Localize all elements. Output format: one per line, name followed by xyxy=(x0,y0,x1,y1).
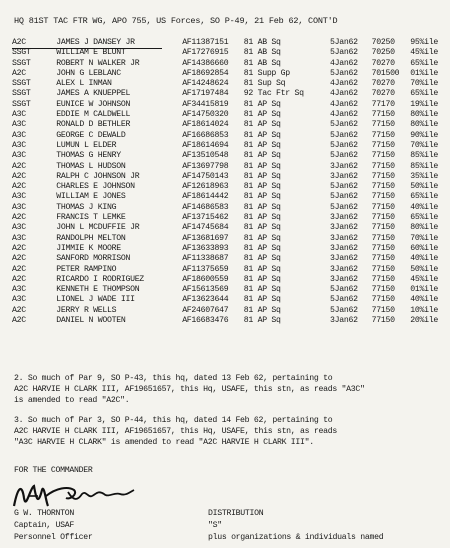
grade-cell: A2C xyxy=(12,264,26,274)
organization-cell: 81 AB Sq xyxy=(243,58,281,68)
date-cell: 4Jan62 xyxy=(330,89,358,99)
grade-cell: SSGT xyxy=(12,48,31,58)
organization-cell: 81 AP Sq xyxy=(243,202,281,212)
grade-cell: A2C xyxy=(12,213,26,223)
service-number-cell: AF15613569 xyxy=(182,285,229,295)
afsc-cell: 77150 xyxy=(371,305,395,315)
organization-cell: 81 AP Sq xyxy=(243,233,281,243)
paragraph-3-line: "A3C HARVIE H CLARK" is amended to read "A2C HARVIE H CLARK III". xyxy=(14,438,314,447)
organization-cell: 81 AP Sq xyxy=(243,316,281,326)
date-cell: 4Jan62 xyxy=(330,79,358,89)
roster-row xyxy=(12,89,450,99)
service-number-cell: AF18614024 xyxy=(182,120,229,130)
organization-cell: 81 AP Sq xyxy=(243,140,281,150)
afsc-cell: 77170 xyxy=(371,99,395,109)
organization-cell: 81 Supp Gp xyxy=(243,68,290,78)
service-number-cell: AF13681697 xyxy=(182,233,229,243)
afsc-cell: 77150 xyxy=(371,316,395,326)
roster-row xyxy=(12,203,450,213)
percentile-cell: 19%ile xyxy=(410,99,438,109)
roster-row xyxy=(12,316,450,326)
date-cell: 4Jan62 xyxy=(330,58,358,68)
grade-cell: A3C xyxy=(12,151,26,161)
grade-cell: A3C xyxy=(12,120,26,130)
grade-cell: A2C xyxy=(12,68,26,78)
member-name-cell: LIONEL J WADE III xyxy=(56,295,135,305)
date-cell: 5Jan62 xyxy=(330,305,358,315)
date-cell: 5Jan62 xyxy=(330,285,358,295)
grade-cell: A2C xyxy=(12,305,26,315)
service-number-cell: AF18600559 xyxy=(182,274,229,284)
service-number-cell: AF18614694 xyxy=(182,140,229,150)
percentile-cell: 45%ile xyxy=(410,274,438,284)
grade-cell: A2C xyxy=(12,243,26,253)
afsc-cell: 77150 xyxy=(371,182,395,192)
organization-cell: 81 AP Sq xyxy=(243,99,281,109)
percentile-cell: 65%ile xyxy=(410,58,438,68)
member-name-cell: CHARLES E JOHNSON xyxy=(56,182,135,192)
afsc-cell: 70270 xyxy=(371,89,395,99)
percentile-cell: 35%ile xyxy=(410,171,438,181)
member-name-cell: THOMAS J KING xyxy=(56,202,117,212)
percentile-cell: 40%ile xyxy=(410,295,438,305)
paragraph-2-line: 2. So much of Par 9, SO P-43, this hq, dated 13 Feb 62, pertaining to xyxy=(14,374,333,383)
member-name-cell: EDDIE M CALDWELL xyxy=(56,110,131,120)
organization-cell: 81 AP Sq xyxy=(243,161,281,171)
date-cell: 5Jan62 xyxy=(330,130,358,140)
roster-row xyxy=(12,213,450,223)
date-cell: 3Jan62 xyxy=(330,161,358,171)
date-cell: 5Jan62 xyxy=(330,202,358,212)
date-cell: 4Jan62 xyxy=(330,110,358,120)
member-name-cell: SANFORD MORRISON xyxy=(56,254,131,264)
percentile-cell: 50%ile xyxy=(410,182,438,192)
member-name-cell: LUMUN L ELDER xyxy=(56,140,117,150)
date-cell: 5Jan62 xyxy=(330,151,358,161)
member-name-cell: JOHN L MCDUFFIE JR xyxy=(56,223,140,233)
member-name-cell: JAMES A KNUEPPEL xyxy=(56,89,131,99)
roster-row xyxy=(12,38,450,48)
percentile-cell: 85%ile xyxy=(410,151,438,161)
for-the-commander: FOR THE COMMANDER xyxy=(14,466,93,475)
member-name-cell: RICARDO I RODRIGUEZ xyxy=(56,274,144,284)
member-name-cell: ROBERT N WALKER JR xyxy=(56,58,140,68)
service-number-cell: AF34415819 xyxy=(182,99,229,109)
personnel-roster-table xyxy=(12,38,450,326)
afsc-cell: 77150 xyxy=(371,130,395,140)
grade-cell: A3C xyxy=(12,130,26,140)
roster-row xyxy=(12,306,450,316)
percentile-cell: 80%ile xyxy=(410,223,438,233)
member-name-cell: FRANCIS T LEMKE xyxy=(56,213,126,223)
roster-row xyxy=(12,244,450,254)
roster-row xyxy=(12,265,450,275)
service-number-cell: AF16686853 xyxy=(182,130,229,140)
afsc-cell: 701500 xyxy=(371,68,400,78)
afsc-cell: 70270 xyxy=(371,58,395,68)
date-cell: 5Jan62 xyxy=(330,48,358,58)
afsc-cell: 77150 xyxy=(371,192,395,202)
percentile-cell: 90%ile xyxy=(410,130,438,140)
organization-cell: 81 AB Sq xyxy=(243,38,281,47)
organization-cell: 81 AP Sq xyxy=(243,243,281,253)
organization-cell: 81 AB Sq xyxy=(243,48,281,58)
grade-cell: SSGT xyxy=(12,99,31,109)
roster-row xyxy=(12,48,450,58)
distribution-code: "S" xyxy=(208,521,222,530)
roster-row xyxy=(12,275,450,285)
afsc-cell: 77150 xyxy=(371,254,395,264)
organization-cell: 92 Tac Ftr Sq xyxy=(243,89,304,99)
roster-row xyxy=(12,254,450,264)
afsc-cell: 77150 xyxy=(371,110,395,120)
service-number-cell: AF13510548 xyxy=(182,151,229,161)
grade-cell: A3C xyxy=(12,295,26,305)
service-number-cell: AF11375659 xyxy=(182,264,229,274)
organization-cell: 81 AP Sq xyxy=(243,213,281,223)
date-cell: 3Jan62 xyxy=(330,171,358,181)
distribution-block xyxy=(208,508,383,544)
organization-cell: 81 AP Sq xyxy=(243,274,281,284)
date-cell: 3Jan62 xyxy=(330,223,358,233)
afsc-cell: 77150 xyxy=(371,171,395,181)
date-cell: 3Jan62 xyxy=(330,243,358,253)
service-number-cell: AF11387151 xyxy=(182,38,229,47)
roster-row xyxy=(12,285,450,295)
roster-row xyxy=(12,223,450,233)
member-name-cell: JIMMIE K MOORE xyxy=(56,243,121,253)
grade-cell: A3C xyxy=(12,192,26,202)
grade-cell: A2C xyxy=(12,274,26,284)
afsc-cell: 77150 xyxy=(371,140,395,150)
service-number-cell: AF14750143 xyxy=(182,171,229,181)
member-name-cell: EUNICE W JOHNSON xyxy=(56,99,131,109)
percentile-cell: 10%ile xyxy=(410,305,438,315)
grade-cell: A3C xyxy=(12,140,26,150)
afsc-cell: 77150 xyxy=(371,120,395,130)
service-number-cell: AF13623644 xyxy=(182,295,229,305)
percentile-cell: 70%ile xyxy=(410,79,438,89)
service-number-cell: AF14686583 xyxy=(182,202,229,212)
percentile-cell: 45%ile xyxy=(410,48,438,58)
percentile-cell: 70%ile xyxy=(410,140,438,150)
grade-cell: A2C xyxy=(12,161,26,171)
percentile-cell: 65%ile xyxy=(410,89,438,99)
grade-cell: A2C xyxy=(12,254,26,264)
service-number-cell: AF13697798 xyxy=(182,161,229,171)
afsc-cell: 77150 xyxy=(371,151,395,161)
roster-row xyxy=(12,131,450,141)
afsc-cell: 77150 xyxy=(371,223,395,233)
date-cell: 3Jan62 xyxy=(330,254,358,264)
member-name-cell: RANDOLPH MELTON xyxy=(56,233,126,243)
officer-block xyxy=(14,508,92,544)
member-name-cell: ALEX L INMAN xyxy=(56,79,112,89)
afsc-cell: 77150 xyxy=(371,295,395,305)
member-name-cell: WILLIAM E BLUNT xyxy=(56,48,126,58)
date-cell: 5Jan62 xyxy=(330,68,358,78)
distribution-note: plus organizations & individuals named xyxy=(208,533,384,542)
percentile-cell: 85%ile xyxy=(410,161,438,171)
grade-cell: SSGT xyxy=(12,89,31,99)
grade-cell: A2C xyxy=(12,171,26,181)
roster-row xyxy=(12,162,450,172)
percentile-cell: 80%ile xyxy=(410,120,438,130)
percentile-cell: 50%ile xyxy=(410,264,438,274)
member-name-cell: JERRY R WELLS xyxy=(56,305,117,315)
organization-cell: 81 AP Sq xyxy=(243,295,281,305)
service-number-cell: AF12618963 xyxy=(182,182,229,192)
date-cell: 3Jan62 xyxy=(330,213,358,223)
grade-cell: A2C xyxy=(12,182,26,192)
order-header: HQ 81ST TAC FTR WG, APO 755, US Forces, SO P-49, 21 Feb 62, CONT'D xyxy=(14,16,338,26)
service-number-cell: AF16683476 xyxy=(182,316,229,326)
roster-row xyxy=(12,295,450,305)
grade-cell: A3C xyxy=(12,223,26,233)
organization-cell: 81 AP Sq xyxy=(243,151,281,161)
grade-cell: A3C xyxy=(12,110,26,120)
roster-row xyxy=(12,100,450,110)
member-name-cell: GEORGE C DEWALD xyxy=(56,130,126,140)
date-cell: 5Jan62 xyxy=(330,192,358,202)
percentile-cell: 80%ile xyxy=(410,110,438,120)
date-cell: 3Jan62 xyxy=(330,233,358,243)
percentile-cell: 70%ile xyxy=(410,233,438,243)
grade-cell: A2C xyxy=(12,316,26,326)
roster-row xyxy=(12,182,450,192)
organization-cell: 81 AP Sq xyxy=(243,182,281,192)
service-number-cell: AF18614442 xyxy=(182,192,229,202)
roster-row xyxy=(12,69,450,79)
afsc-cell: 77150 xyxy=(371,161,395,171)
service-number-cell: AF18692854 xyxy=(182,68,229,78)
roster-row xyxy=(12,141,450,151)
organization-cell: 81 AP Sq xyxy=(243,285,281,295)
afsc-cell: 70250 xyxy=(371,38,395,47)
afsc-cell: 77150 xyxy=(371,202,395,212)
date-cell: 5Jan62 xyxy=(330,140,358,150)
service-number-cell: AF13633893 xyxy=(182,243,229,253)
afsc-cell: 70270 xyxy=(371,79,395,89)
afsc-cell: 77150 xyxy=(371,264,395,274)
percentile-cell: 40%ile xyxy=(410,254,438,264)
date-cell: 5Jan62 xyxy=(330,182,358,192)
paragraph-2 xyxy=(14,373,446,406)
officer-role: Personnel Officer xyxy=(14,533,93,542)
paragraph-3 xyxy=(14,415,446,448)
organization-cell: 81 AP Sq xyxy=(243,130,281,140)
roster-row xyxy=(12,120,450,130)
organization-cell: 81 AP Sq xyxy=(243,120,281,130)
paragraph-3-line: A2C HARVIE H CLARK III, AF19651657, this Hq, USAFE, this stn, as reads xyxy=(14,427,337,436)
percentile-cell: 01%ile xyxy=(410,285,438,295)
paragraph-2-line: A2C HARVIE H CLARK III, AF19651657, this Hq, USAFE, this stn, as reads "A3C" xyxy=(14,385,365,394)
grade-cell: SSGT xyxy=(12,79,31,89)
service-number-cell: AF17276915 xyxy=(182,48,229,58)
afsc-cell: 77150 xyxy=(371,213,395,223)
afsc-cell: 77150 xyxy=(371,233,395,243)
officer-title: Captain, USAF xyxy=(14,521,74,530)
afsc-cell: 77150 xyxy=(371,274,395,284)
grade-cell: SSGT xyxy=(12,58,31,68)
member-name-cell: DANIEL N WOOTEN xyxy=(56,316,126,326)
afsc-cell: 77150 xyxy=(371,243,395,253)
paragraph-2-line: is amended to read "A2C". xyxy=(14,396,130,405)
member-name-cell: THOMAS G HENRY xyxy=(56,151,121,161)
service-number-cell: AF13715462 xyxy=(182,213,229,223)
member-name-cell: WILLIAM E JONES xyxy=(56,192,126,202)
member-name-cell: KENNETH E THOMPSON xyxy=(56,285,140,295)
date-cell: 5Jan62 xyxy=(330,38,358,47)
distribution-label: DISTRIBUTION xyxy=(208,509,264,518)
afsc-cell: 70250 xyxy=(371,48,395,58)
organization-cell: 81 AP Sq xyxy=(243,192,281,202)
percentile-cell: 65%ile xyxy=(410,213,438,223)
percentile-cell: 65%ile xyxy=(410,192,438,202)
afsc-cell: 77150 xyxy=(371,285,395,295)
roster-row xyxy=(12,110,450,120)
date-cell: 3Jan62 xyxy=(330,264,358,274)
service-number-cell: AF14750320 xyxy=(182,110,229,120)
date-cell: 4Jan62 xyxy=(330,99,358,109)
service-number-cell: AF11338687 xyxy=(182,254,229,264)
organization-cell: 81 AP Sq xyxy=(243,110,281,120)
service-number-cell: AF14745684 xyxy=(182,223,229,233)
date-cell: 3Jan62 xyxy=(330,316,358,326)
member-name-cell: PETER RAMPINO xyxy=(56,264,117,274)
grade-cell: A3C xyxy=(12,233,26,243)
organization-cell: 81 AP Sq xyxy=(243,305,281,315)
officer-name: G W. THORNTON xyxy=(14,509,74,518)
percentile-cell: 40%ile xyxy=(410,202,438,212)
date-cell: 5Jan62 xyxy=(330,120,358,130)
service-number-cell: AF17197484 xyxy=(182,89,229,99)
grade-cell: A3C xyxy=(12,285,26,295)
roster-row xyxy=(12,151,450,161)
percentile-cell: 95%ile xyxy=(410,38,438,47)
paragraph-3-line: 3. So much of Par 3, SO P-44, this hq, dated 14 Feb 62, pertaining to xyxy=(14,416,333,425)
roster-row xyxy=(12,59,450,69)
organization-cell: 81 AP Sq xyxy=(243,171,281,181)
grade-cell: A3C xyxy=(12,202,26,212)
member-name-cell: RALPH C JOHNSON JR xyxy=(56,171,140,181)
date-cell: 3Jan62 xyxy=(330,274,358,284)
roster-row xyxy=(12,234,450,244)
member-name-cell: JOHN G LEBLANC xyxy=(56,68,121,78)
grade-cell: A2C xyxy=(12,38,26,47)
organization-cell: 81 Sup Sq xyxy=(243,79,286,89)
service-number-cell: AF14248624 xyxy=(182,79,229,89)
organization-cell: 81 AP Sq xyxy=(243,254,281,264)
percentile-cell: 20%ile xyxy=(410,316,438,326)
service-number-cell: AF24607647 xyxy=(182,305,229,315)
roster-row xyxy=(12,192,450,202)
member-name-cell: JAMES J DANSEY JR xyxy=(56,38,135,47)
organization-cell: 81 AP Sq xyxy=(243,264,281,274)
member-name-cell: RONALD D BETHLER xyxy=(56,120,131,130)
percentile-cell: 01%ile xyxy=(410,68,438,78)
service-number-cell: AF14386660 xyxy=(182,58,229,68)
percentile-cell: 60%ile xyxy=(410,243,438,253)
roster-row xyxy=(12,79,450,89)
organization-cell: 81 AP Sq xyxy=(243,223,281,233)
roster-row xyxy=(12,172,450,182)
member-name-cell: THOMAS L HUDSON xyxy=(56,161,126,171)
date-cell: 5Jan62 xyxy=(330,295,358,305)
